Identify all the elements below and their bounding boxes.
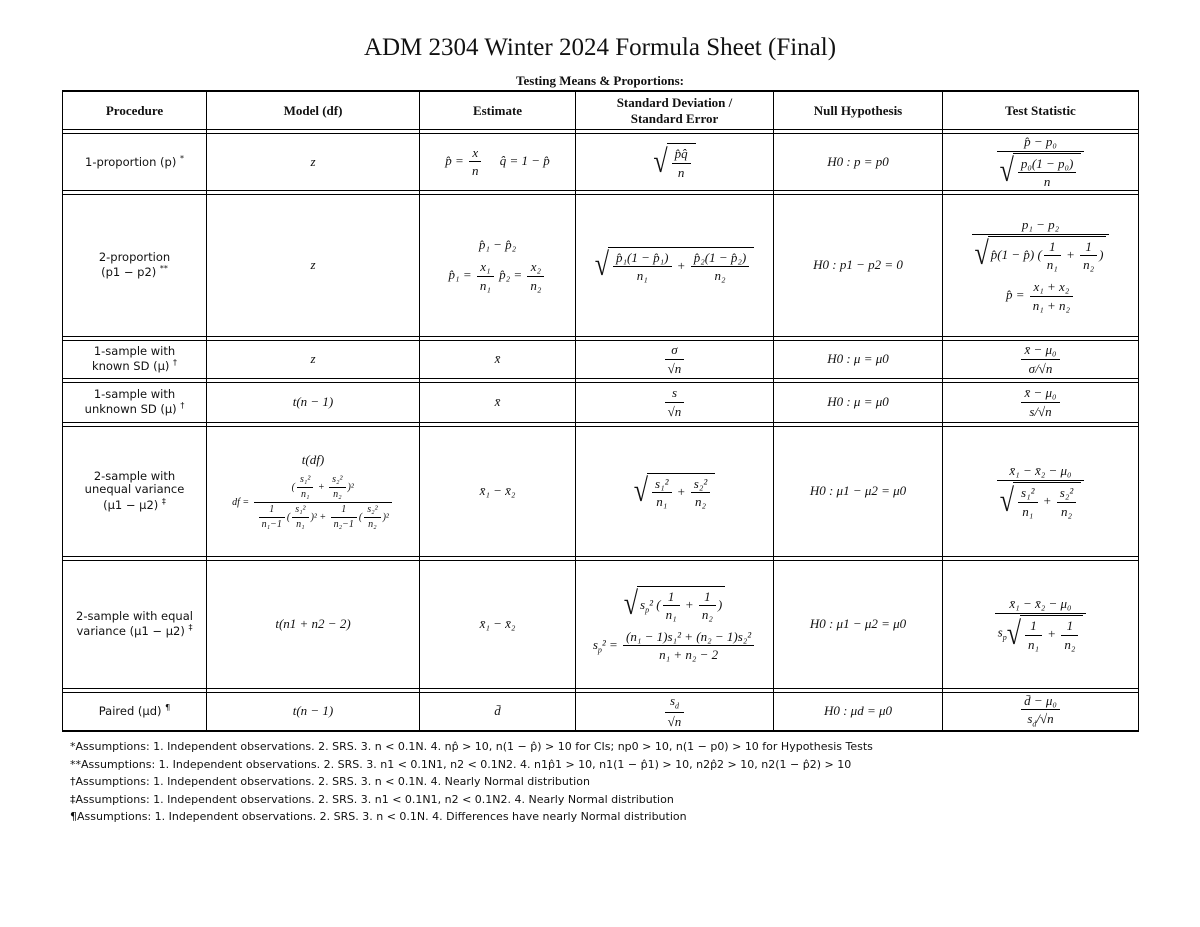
- null-cell: H0 : μd = μ0: [774, 692, 943, 730]
- se-cell: $\frac{s_d}{√n}$: [576, 692, 774, 730]
- assumption-note: **Assumptions: 1. Independent observations. 2. SRS. 3. n1 < 0.1N1, n2 < 0.1N2. 4. n1p̂1 > 10, n1(1 − p̂1) > 10, n2p̂2 > 10, n2(1 − p̂2) > 10: [70, 757, 852, 771]
- model-cell: t(n1 + n2 − 2): [207, 560, 420, 688]
- se-cell: √ $\frac{p̂q̂}{n}$: [576, 134, 774, 191]
- header-test-stat: Test Statistic: [943, 91, 1139, 130]
- model-cell: t(df) df = ( $\frac{\text{s₁²}}{\text{n₁}}$ + $\frac{\text{s₂²}}{\text{n₂}}$ )² $\frac{1}{\text{n₁−1}}$ ( $\frac{\text{s₁²}}{\text{n₁}}$ )² + $\frac{1}{\text{n₂−1}}$ ( $\frac{\text{s₂²}}{\text{n₂}}$ )²: [207, 426, 420, 556]
- assumption-note: ‡Assumptions: 1. Independent observations. 2. SRS. 3. n1 < 0.1N1, n2 < 0.1N2. 4. Nearly Normal distribution: [70, 792, 674, 806]
- model-cell: z: [207, 340, 420, 378]
- null-cell: H0 : μ = μ0: [774, 340, 943, 378]
- procedure-cell: 1-proportion (p) *: [63, 134, 207, 191]
- table-row: [63, 692, 1139, 730]
- header-row: [63, 91, 1139, 130]
- estimate-cell: x̄: [420, 340, 576, 378]
- test-stat-cell: x̄₁ − x̄₂ − μ₀ $s_p$ √ $\frac{1}{\text{n₁}}$ + $\frac{1}{\text{n₂}}$: [943, 560, 1139, 688]
- table-row: [63, 560, 1139, 688]
- null-cell: H0 : μ1 − μ2 = μ0: [774, 560, 943, 688]
- test-stat-cell: p̂ − p₀ √ $\frac{\text{p₀(1 − p₀)}}{n}$: [943, 134, 1139, 191]
- estimate-cell: p̂ = $\frac{x}{n}$ q̂ = 1 − p̂: [420, 134, 576, 191]
- test-stat-cell: $\frac{\text{x̄ − μ₀}}{s/√n}$: [943, 382, 1139, 422]
- procedure-cell: Paired (μd) ¶: [63, 692, 207, 730]
- section-subtitle: Testing Means & Proportions:: [516, 73, 684, 88]
- page-title: ADM 2304 Winter 2024 Formula Sheet (Final): [363, 34, 837, 61]
- header-null: Null Hypothesis: [774, 91, 943, 130]
- model-cell: t(n − 1): [207, 382, 420, 422]
- se-cell: √ $\frac{\text{p̂₁(1 − p̂₁)}}{\text{n₁}}$ + $\frac{\text{p̂₂(1 − p̂₂)}}{\text{n₂}}$: [576, 194, 774, 336]
- test-stat-cell: $\frac{\text{d̄ − μ₀}}{s_d/√n}$: [943, 692, 1139, 730]
- estimate-cell: x̄₁ − x̄₂: [420, 426, 576, 556]
- formula-table: [62, 90, 1139, 732]
- se-cell: √ $\frac{\text{s₁²}}{\text{n₁}}$ + $\frac{\text{s₂²}}{\text{n₂}}$: [576, 426, 774, 556]
- procedure-cell: 2-proportion (p1 − p2) **: [63, 194, 207, 336]
- procedure-cell: 1-sample with unknown SD (μ) †: [63, 382, 207, 422]
- null-cell: H0 : μ = μ0: [774, 382, 943, 422]
- procedure-cell: 2-sample with equal variance (μ1 − μ2) ‡: [63, 560, 207, 688]
- estimate-cell: d̄: [420, 692, 576, 730]
- null-cell: H0 : μ1 − μ2 = μ0: [774, 426, 943, 556]
- se-cell: $\frac{\sigma}{√n}$: [576, 340, 774, 378]
- test-stat-cell: p₁ − p₂ √ p̂(1 − p̂) ( $\frac{1}{\text{n₁}}$ + $\frac{1}{\text{n₂}}$ ) p̂ = $\frac{\text{x₁ + x₂}}{\text{n₁ + n₂}}$: [943, 194, 1139, 336]
- header-model: Model (df): [207, 91, 420, 130]
- header-estimate: Estimate: [420, 91, 576, 130]
- table-row: [63, 134, 1139, 191]
- model-cell: z: [207, 134, 420, 191]
- estimate-cell: p̂₁ − p̂₂ p̂₁ = $\frac{\text{x₁}}{\text{n₁}}$ p̂₂ = $\frac{\text{x₂}}{\text{n₂}}$: [420, 194, 576, 336]
- assumption-note: †Assumptions: 1. Independent observations. 2. SRS. 3. n < 0.1N. 4. Nearly Normal distribution: [70, 775, 590, 788]
- null-cell: H0 : p1 − p2 = 0: [774, 194, 943, 336]
- model-cell: z: [207, 194, 420, 336]
- table-row: [63, 382, 1139, 422]
- assumption-note: *Assumptions: 1. Independent observations. 2. SRS. 3. n < 0.1N. 4. np̂ > 10, n(1 − p̂) > 10 for CIs; np0 > 10, n(1 − p0) > 10 for Hypothesis Tests: [70, 740, 873, 753]
- header-sd-se: Standard Deviation / Standard Error: [576, 91, 774, 130]
- assumption-note: ¶Assumptions: 1. Independent observations. 2. SRS. 3. n < 0.1N. 4. Differences have nearly Normal distribution: [70, 810, 687, 823]
- model-cell: t(n − 1): [207, 692, 420, 730]
- table-row: [63, 194, 1139, 336]
- se-cell: √ $s_p^2$ ( $\frac{1}{\text{n₁}}$ + $\frac{1}{\text{n₂}}$ ) $s_p^2$ = $\frac{\text{(n₁ − 1)s₁² + (n₂ − 1)s₂²}}{\text{n₁ + n₂ − 2}}$: [576, 560, 774, 688]
- table-row: [63, 426, 1139, 556]
- test-stat-cell: $\frac{\text{x̄ − μ₀}}{\sigma/√n}$: [943, 340, 1139, 378]
- test-stat-cell: x̄₁ − x̄₂ − μ₀ √ $\frac{\text{s₁²}}{\text{n₁}}$ + $\frac{\text{s₂²}}{\text{n₂}}$: [943, 426, 1139, 556]
- table-row: [63, 340, 1139, 378]
- null-cell: H0 : p = p0: [774, 134, 943, 191]
- se-cell: $\frac{s}{√n}$: [576, 382, 774, 422]
- estimate-cell: x̄: [420, 382, 576, 422]
- assumptions-notes: [70, 738, 873, 826]
- estimate-cell: x̄₁ − x̄₂: [420, 560, 576, 688]
- procedure-cell: 1-sample with known SD (μ) †: [63, 340, 207, 378]
- header-procedure: Procedure: [63, 91, 207, 130]
- procedure-cell: 2-sample with unequal variance (μ1 − μ2) ‡: [63, 426, 207, 556]
